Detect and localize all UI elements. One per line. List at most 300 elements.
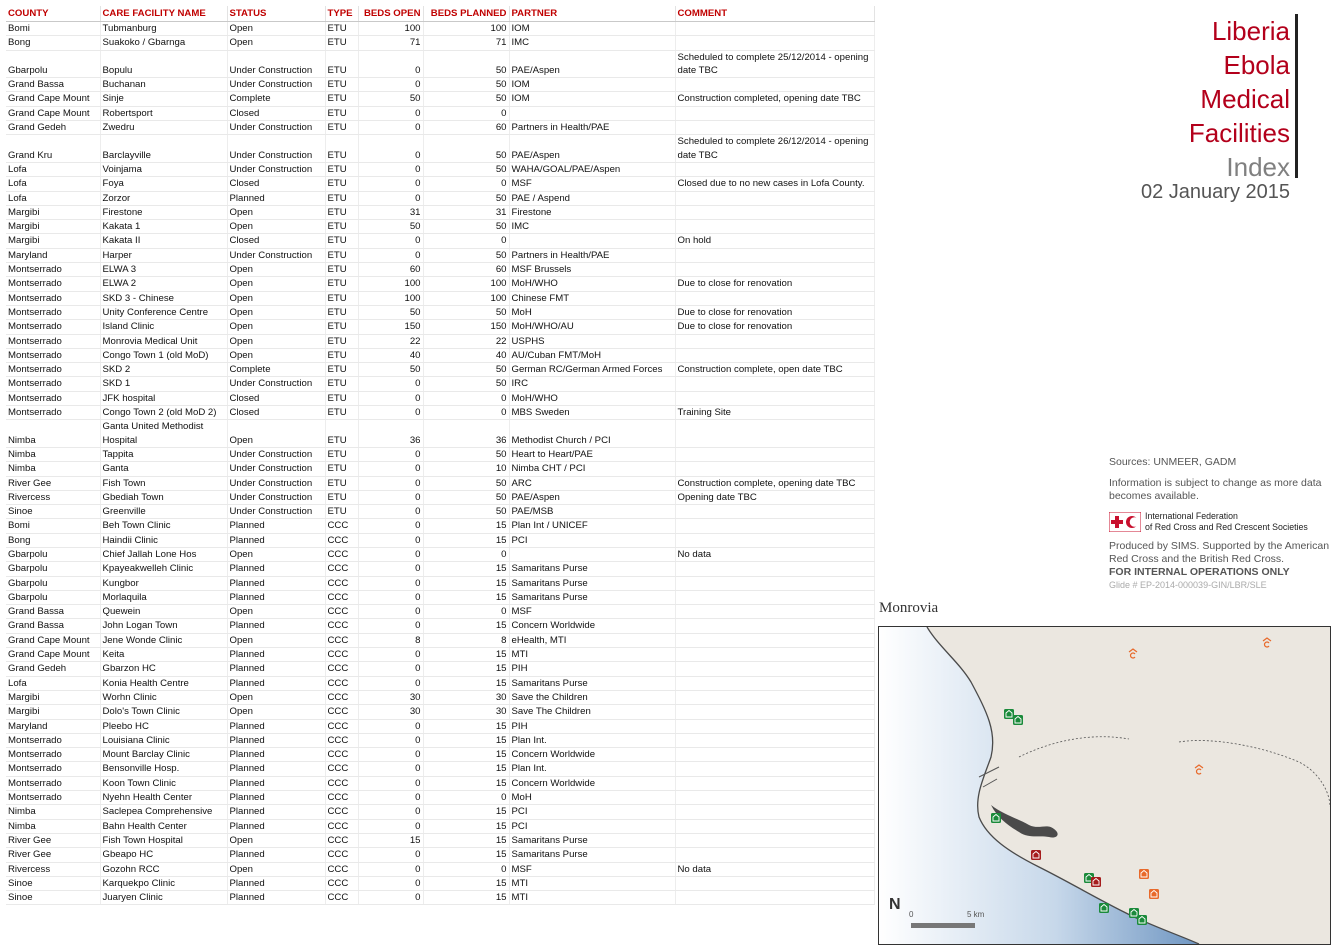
- cell-county: Montserrado: [6, 748, 100, 762]
- cell-beds-open: 0: [358, 476, 423, 490]
- table-row: [6, 420, 874, 448]
- disclaimer-text: Information is subject to change as more data becomes available.: [1109, 477, 1322, 502]
- cell-county: Bong: [6, 36, 100, 50]
- table-row: [6, 291, 874, 305]
- cell-facility: Karquekpo Clinic: [100, 876, 227, 890]
- cell-beds-planned: 50: [423, 135, 509, 163]
- cell-beds-open: 0: [358, 78, 423, 92]
- cell-comment: [675, 590, 874, 604]
- cell-beds-open: 50: [358, 220, 423, 234]
- table-row: [6, 705, 874, 719]
- title-block: [1189, 14, 1290, 184]
- cell-facility: Buchanan: [100, 78, 227, 92]
- cell-county: Montserrado: [6, 363, 100, 377]
- cell-comment: [675, 505, 874, 519]
- cell-comment: Scheduled to complete 25/12/2014 - opening date TBC: [675, 50, 874, 78]
- cell-beds-planned: 15: [423, 762, 509, 776]
- cell-comment: [675, 791, 874, 805]
- monrovia-map: [878, 626, 1331, 945]
- cell-beds-open: 0: [358, 648, 423, 662]
- cell-status: Planned: [227, 891, 325, 905]
- cell-county: Grand Bassa: [6, 605, 100, 619]
- cell-beds-open: 36: [358, 420, 423, 448]
- table-row: [6, 191, 874, 205]
- cell-type: CCC: [325, 876, 358, 890]
- cell-beds-planned: 15: [423, 891, 509, 905]
- title-line-liberia: Liberia: [1211, 16, 1290, 46]
- cell-comment: [675, 191, 874, 205]
- cell-partner: PCI: [509, 805, 675, 819]
- cell-beds-planned: 0: [423, 791, 509, 805]
- cell-partner: [509, 234, 675, 248]
- cell-beds-planned: 100: [423, 277, 509, 291]
- cell-comment: [675, 291, 874, 305]
- cell-beds-open: 0: [358, 776, 423, 790]
- cell-status: Closed: [227, 406, 325, 420]
- table-row: [6, 36, 874, 50]
- cell-county: Sinoe: [6, 891, 100, 905]
- cell-county: Montserrado: [6, 391, 100, 405]
- cell-facility: Worhn Clinic: [100, 690, 227, 704]
- cell-type: ETU: [325, 462, 358, 476]
- cell-county: Margibi: [6, 220, 100, 234]
- cell-beds-planned: 15: [423, 662, 509, 676]
- cell-comment: Training Site: [675, 406, 874, 420]
- cell-comment: [675, 334, 874, 348]
- cell-facility: Gbeapo HC: [100, 848, 227, 862]
- cell-partner: PAE/MSB: [509, 505, 675, 519]
- cell-status: Closed: [227, 234, 325, 248]
- table-row: [6, 248, 874, 262]
- cell-type: ETU: [325, 36, 358, 50]
- map-title: Monrovia: [879, 600, 939, 616]
- cell-beds-planned: 50: [423, 490, 509, 504]
- cell-county: Gbarpolu: [6, 590, 100, 604]
- cell-facility: Quewein: [100, 605, 227, 619]
- cell-status: Under Construction: [227, 490, 325, 504]
- table-row: [6, 805, 874, 819]
- cell-status: Under Construction: [227, 476, 325, 490]
- cell-county: Lofa: [6, 191, 100, 205]
- table-row: [6, 533, 874, 547]
- cell-beds-planned: 15: [423, 562, 509, 576]
- cell-partner: MoH/WHO/AU: [509, 320, 675, 334]
- cell-comment: [675, 576, 874, 590]
- cell-facility: Jene Wonde Clinic: [100, 633, 227, 647]
- cell-county: Margibi: [6, 234, 100, 248]
- cell-type: ETU: [325, 92, 358, 106]
- cell-status: Planned: [227, 662, 325, 676]
- cell-beds-planned: 100: [423, 291, 509, 305]
- cell-beds-open: 71: [358, 36, 423, 50]
- cell-partner: Firestone: [509, 205, 675, 219]
- col-header-facility: CARE FACILITY NAME: [100, 6, 227, 22]
- cell-beds-planned: 15: [423, 848, 509, 862]
- cell-status: Open: [227, 690, 325, 704]
- table-row: [6, 648, 874, 662]
- cell-beds-open: 0: [358, 848, 423, 862]
- table-row: [6, 121, 874, 135]
- cell-facility: Gozohn RCC: [100, 862, 227, 876]
- cell-partner: Concern Worldwide: [509, 748, 675, 762]
- table-row: [6, 762, 874, 776]
- cell-beds-open: 40: [358, 348, 423, 362]
- cell-beds-open: 8: [358, 633, 423, 647]
- table-row: [6, 263, 874, 277]
- cell-type: ETU: [325, 162, 358, 176]
- cell-status: Open: [227, 605, 325, 619]
- cell-comment: [675, 348, 874, 362]
- cell-status: Open: [227, 291, 325, 305]
- cell-facility: John Logan Town: [100, 619, 227, 633]
- cell-facility: Kpayeakwelleh Clinic: [100, 562, 227, 576]
- cell-county: Rivercess: [6, 490, 100, 504]
- cell-beds-open: 0: [358, 791, 423, 805]
- cell-partner: Samaritans Purse: [509, 576, 675, 590]
- title-divider: [1295, 14, 1298, 178]
- facility-marker-planned-icon: [1149, 889, 1159, 899]
- cell-type: ETU: [325, 305, 358, 319]
- cell-type: CCC: [325, 519, 358, 533]
- cell-county: Grand Bassa: [6, 619, 100, 633]
- table-row: [6, 619, 874, 633]
- cell-comment: [675, 719, 874, 733]
- title-line-facilities: Facilities: [1188, 118, 1290, 148]
- cell-beds-planned: 50: [423, 476, 509, 490]
- cell-facility: Fish Town: [100, 476, 227, 490]
- cell-status: Planned: [227, 576, 325, 590]
- cell-partner: MoH/WHO: [509, 391, 675, 405]
- cell-partner: Plan Int / UNICEF: [509, 519, 675, 533]
- cell-comment: Due to close for renovation: [675, 277, 874, 291]
- cell-beds-open: 0: [358, 590, 423, 604]
- cell-facility: Juaryen Clinic: [100, 891, 227, 905]
- cell-beds-planned: 0: [423, 605, 509, 619]
- facility-marker-planned-icon: [1139, 869, 1149, 879]
- cell-facility: Island Clinic: [100, 320, 227, 334]
- table-row: [6, 519, 874, 533]
- cell-partner: Chinese FMT: [509, 291, 675, 305]
- cell-facility: Louisiana Clinic: [100, 733, 227, 747]
- cell-beds-planned: 15: [423, 576, 509, 590]
- cell-partner: AU/Cuban FMT/MoH: [509, 348, 675, 362]
- cell-status: Open: [227, 220, 325, 234]
- cell-type: CCC: [325, 748, 358, 762]
- table-row: [6, 22, 874, 36]
- cell-partner: IOM: [509, 92, 675, 106]
- cell-type: ETU: [325, 391, 358, 405]
- cell-status: Planned: [227, 519, 325, 533]
- cell-status: Open: [227, 277, 325, 291]
- cell-partner: PAE / Aspend: [509, 191, 675, 205]
- col-header-comment: COMMENT: [675, 6, 874, 22]
- cell-status: Under Construction: [227, 377, 325, 391]
- cell-beds-planned: 15: [423, 619, 509, 633]
- cell-status: Open: [227, 305, 325, 319]
- cell-facility: Congo Town 1 (old MoD): [100, 348, 227, 362]
- cell-status: Planned: [227, 191, 325, 205]
- table-row: [6, 462, 874, 476]
- cell-county: Gbarpolu: [6, 50, 100, 78]
- cell-beds-open: 30: [358, 690, 423, 704]
- table-row: [6, 848, 874, 862]
- cell-beds-planned: 0: [423, 862, 509, 876]
- cell-beds-open: 0: [358, 490, 423, 504]
- cell-partner: IRC: [509, 377, 675, 391]
- cell-status: Under Construction: [227, 162, 325, 176]
- cell-partner: Samaritans Purse: [509, 562, 675, 576]
- cell-type: ETU: [325, 50, 358, 78]
- cell-facility: Keita: [100, 648, 227, 662]
- cell-partner: PCI: [509, 819, 675, 833]
- cell-status: Under Construction: [227, 78, 325, 92]
- cell-beds-open: 0: [358, 819, 423, 833]
- cell-comment: [675, 876, 874, 890]
- cell-beds-open: 0: [358, 562, 423, 576]
- cell-comment: [675, 106, 874, 120]
- cell-partner: Nimba CHT / PCI: [509, 462, 675, 476]
- cell-beds-planned: 0: [423, 547, 509, 561]
- cell-beds-planned: 22: [423, 334, 509, 348]
- table-row: [6, 719, 874, 733]
- cell-facility: ELWA 2: [100, 277, 227, 291]
- cell-comment: On hold: [675, 234, 874, 248]
- cell-type: ETU: [325, 78, 358, 92]
- north-arrow: [889, 896, 901, 913]
- cell-beds-open: 0: [358, 106, 423, 120]
- title-line-index: Index: [1226, 152, 1290, 182]
- cell-beds-open: 0: [358, 862, 423, 876]
- cell-status: Under Construction: [227, 462, 325, 476]
- cell-beds-open: 0: [358, 547, 423, 561]
- cell-status: Closed: [227, 177, 325, 191]
- cell-type: CCC: [325, 547, 358, 561]
- cell-beds-open: 0: [358, 891, 423, 905]
- cell-facility: Fish Town Hospital: [100, 833, 227, 847]
- cell-beds-open: 0: [358, 619, 423, 633]
- cell-county: Gbarpolu: [6, 562, 100, 576]
- cell-partner: Partners in Health/PAE: [509, 121, 675, 135]
- cell-county: Montserrado: [6, 406, 100, 420]
- cell-type: CCC: [325, 705, 358, 719]
- cell-status: Open: [227, 420, 325, 448]
- cell-beds-open: 0: [358, 576, 423, 590]
- cell-county: Montserrado: [6, 791, 100, 805]
- cell-comment: [675, 36, 874, 50]
- cell-beds-open: 30: [358, 705, 423, 719]
- cell-partner: Heart to Heart/PAE: [509, 447, 675, 461]
- facilities-table: [6, 6, 875, 905]
- cell-status: Planned: [227, 619, 325, 633]
- cell-status: Open: [227, 205, 325, 219]
- table-row: [6, 819, 874, 833]
- cell-comment: Construction complete, open date TBC: [675, 363, 874, 377]
- title-line-ebola: Ebola: [1223, 50, 1290, 80]
- cell-type: ETU: [325, 490, 358, 504]
- cell-facility: Haindii Clinic: [100, 533, 227, 547]
- cell-beds-planned: 71: [423, 36, 509, 50]
- cell-comment: No data: [675, 862, 874, 876]
- cell-beds-planned: 50: [423, 447, 509, 461]
- cell-facility: Monrovia Medical Unit: [100, 334, 227, 348]
- cell-status: Planned: [227, 533, 325, 547]
- cell-facility: Harper: [100, 248, 227, 262]
- cell-county: Bomi: [6, 519, 100, 533]
- cell-comment: [675, 676, 874, 690]
- cell-facility: Greenville: [100, 505, 227, 519]
- cell-county: Grand Cape Mount: [6, 648, 100, 662]
- table-row: [6, 547, 874, 561]
- cell-type: CCC: [325, 862, 358, 876]
- cell-county: Lofa: [6, 177, 100, 191]
- cell-comment: [675, 605, 874, 619]
- cell-beds-planned: 50: [423, 92, 509, 106]
- cell-beds-open: 0: [358, 177, 423, 191]
- red-cross-crescent-icon: [1109, 512, 1141, 532]
- cell-facility: SKD 3 - Chinese: [100, 291, 227, 305]
- cell-facility: Unity Conference Centre: [100, 305, 227, 319]
- cell-type: ETU: [325, 348, 358, 362]
- svg-text:5 km: 5 km: [967, 910, 985, 919]
- table-row: [6, 562, 874, 576]
- cell-facility: Firestone: [100, 205, 227, 219]
- cell-beds-planned: 150: [423, 320, 509, 334]
- publication-date: 02 January 2015: [1140, 181, 1290, 203]
- cell-type: CCC: [325, 619, 358, 633]
- cell-partner: Plan Int.: [509, 733, 675, 747]
- cell-partner: MoH/WHO: [509, 277, 675, 291]
- cell-type: ETU: [325, 291, 358, 305]
- cell-comment: [675, 562, 874, 576]
- cell-beds-open: 50: [358, 92, 423, 106]
- svg-text:N: N: [889, 896, 901, 913]
- cell-comment: No data: [675, 547, 874, 561]
- table-row: [6, 776, 874, 790]
- cell-beds-planned: 15: [423, 805, 509, 819]
- cell-status: Open: [227, 633, 325, 647]
- cell-beds-open: 0: [358, 377, 423, 391]
- cell-facility: Ganta United Methodist Hospital: [100, 420, 227, 448]
- cell-status: Open: [227, 22, 325, 36]
- cell-type: CCC: [325, 576, 358, 590]
- cell-comment: [675, 648, 874, 662]
- cell-beds-planned: 15: [423, 533, 509, 547]
- cell-comment: [675, 891, 874, 905]
- cell-status: Planned: [227, 733, 325, 747]
- cell-beds-open: 100: [358, 22, 423, 36]
- table-row: [6, 106, 874, 120]
- cell-type: ETU: [325, 205, 358, 219]
- cell-county: Grand Gedeh: [6, 662, 100, 676]
- ifrc-name-line2: of Red Cross and Red Crescent Societies: [1145, 521, 1308, 532]
- table-row: [6, 590, 874, 604]
- cell-partner: IMC: [509, 220, 675, 234]
- cell-beds-planned: 15: [423, 733, 509, 747]
- cell-comment: [675, 748, 874, 762]
- cell-comment: Opening date TBC: [675, 490, 874, 504]
- cell-beds-open: 0: [358, 748, 423, 762]
- cell-comment: [675, 690, 874, 704]
- table-row: [6, 676, 874, 690]
- cell-partner: German RC/German Armed Forces: [509, 363, 675, 377]
- cell-beds-open: 0: [358, 676, 423, 690]
- cell-beds-open: 0: [358, 248, 423, 262]
- cell-beds-open: 0: [358, 519, 423, 533]
- cell-type: CCC: [325, 605, 358, 619]
- cell-status: Open: [227, 862, 325, 876]
- cell-facility: Tubmanburg: [100, 22, 227, 36]
- cell-facility: Chief Jallah Lone Hos: [100, 547, 227, 561]
- table-row: [6, 391, 874, 405]
- cell-facility: Tappita: [100, 447, 227, 461]
- cell-beds-planned: 50: [423, 377, 509, 391]
- cell-partner: IMC: [509, 36, 675, 50]
- cell-type: ETU: [325, 334, 358, 348]
- cell-partner: Save The Children: [509, 705, 675, 719]
- col-header-beds-planned: BEDS PLANNED: [423, 6, 509, 22]
- cell-beds-planned: 36: [423, 420, 509, 448]
- cell-beds-planned: 60: [423, 121, 509, 135]
- cell-status: Open: [227, 36, 325, 50]
- cell-status: Planned: [227, 819, 325, 833]
- cell-partner: WAHA/GOAL/PAE/Aspen: [509, 162, 675, 176]
- cell-comment: Due to close for renovation: [675, 305, 874, 319]
- cell-facility: Pleebo HC: [100, 719, 227, 733]
- cell-type: ETU: [325, 106, 358, 120]
- cell-county: Montserrado: [6, 320, 100, 334]
- cell-beds-planned: 15: [423, 519, 509, 533]
- table-header-row: [6, 6, 874, 22]
- cell-county: Montserrado: [6, 305, 100, 319]
- table-row: [6, 576, 874, 590]
- table-row: [6, 205, 874, 219]
- table-row: [6, 862, 874, 876]
- cell-beds-planned: 31: [423, 205, 509, 219]
- facility-marker-open-icon: [1137, 915, 1147, 925]
- cell-type: ETU: [325, 22, 358, 36]
- cell-partner: MTI: [509, 648, 675, 662]
- cell-type: ETU: [325, 476, 358, 490]
- cell-facility: Kakata II: [100, 234, 227, 248]
- cell-type: CCC: [325, 719, 358, 733]
- cell-county: Montserrado: [6, 348, 100, 362]
- cell-beds-planned: 15: [423, 590, 509, 604]
- cell-comment: [675, 848, 874, 862]
- cell-status: Planned: [227, 791, 325, 805]
- cell-comment: [675, 462, 874, 476]
- cell-county: Montserrado: [6, 291, 100, 305]
- cell-facility: Suakoko / Gbarnga: [100, 36, 227, 50]
- table-row: [6, 162, 874, 176]
- cell-facility: Robertsport: [100, 106, 227, 120]
- cell-partner: Concern Worldwide: [509, 776, 675, 790]
- cell-partner: PCI: [509, 533, 675, 547]
- sources-text: Sources: UNMEER, GADM: [1109, 456, 1237, 468]
- cell-beds-open: 0: [358, 406, 423, 420]
- cell-facility: Sinje: [100, 92, 227, 106]
- cell-beds-open: 0: [358, 50, 423, 78]
- table-row: [6, 505, 874, 519]
- cell-status: Closed: [227, 391, 325, 405]
- cell-beds-open: 15: [358, 833, 423, 847]
- col-header-beds-open: BEDS OPEN: [358, 6, 423, 22]
- cell-beds-planned: 50: [423, 50, 509, 78]
- cell-beds-open: 0: [358, 733, 423, 747]
- cell-facility: Zorzor: [100, 191, 227, 205]
- cell-county: Nimba: [6, 447, 100, 461]
- cell-comment: [675, 220, 874, 234]
- cell-status: Planned: [227, 676, 325, 690]
